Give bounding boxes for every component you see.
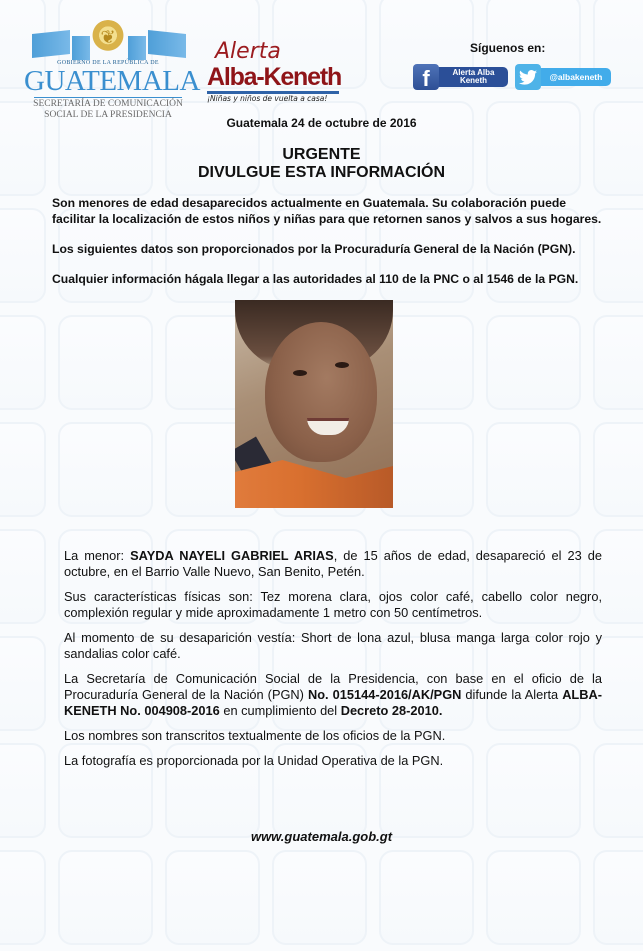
legal-text: en cumplimiento del [219, 703, 341, 718]
facebook-icon: f [413, 64, 439, 90]
logo-alba-keneth-text: Alba-Keneth [207, 63, 342, 91]
missing-person-photo [235, 300, 393, 508]
twitter-handle [535, 68, 611, 86]
guatemala-government-logo [24, 20, 200, 121]
logo-divider [34, 97, 182, 98]
legal-text: La Secretaría de Comunicación Social de la Presidencia, con base en el oficio de la Procuraduría General de la Nación (PGN) [64, 671, 602, 702]
logo-gobierno-text: GOBIERNO DE LA REPÚBLICA DE [57, 60, 159, 66]
intro-section [52, 195, 612, 301]
headline [0, 146, 643, 182]
logo-emblem [24, 20, 192, 60]
clothing-description: Al momento de su desaparición vestía: Short de lona azul, blusa manga larga color rojo y sandalias color café. [64, 630, 602, 661]
case-details [64, 548, 602, 778]
intro-paragraph: Los siguientes datos son proporcionados por la Procuraduría General de la Nación (PGN). [52, 242, 576, 256]
logo-secretaria-line1: SECRETARÍA DE COMUNICACIÓN [33, 99, 183, 109]
pgn-document-number: No. 015144-2016/AK/PGN [307, 687, 462, 702]
social-title: Síguenos en: [470, 41, 546, 55]
alba-keneth-logo [207, 39, 342, 104]
intro-paragraph: Son menores de edad desaparecidos actualmente en Guatemala. Su colaboración puede facilitar la localización de estos niños y niñas para que retornen sanos y salvos a sus hogares. [52, 196, 602, 226]
headline-urgente: URGENTE [282, 146, 361, 163]
flag-stripe-icon [148, 30, 186, 58]
legal-text: difunde la Alerta [461, 687, 563, 702]
photo-note: La fotografía es proporcionada por la Unidad Operativa de la PGN. [64, 753, 444, 768]
missing-person-name: SAYDA NAYELI GABRIEL ARIAS [130, 548, 334, 563]
facebook-link[interactable] [413, 64, 509, 90]
coat-of-arms-icon: ❦ [91, 20, 125, 54]
alert-legal-paragraph [64, 671, 602, 719]
twitter-bird-icon [515, 64, 541, 90]
physical-description: Sus características físicas son: Tez morena clara, ojos color café, cabello color negro, complexión regular y mide aproximadamente 1 metro con 50 centímetros. [64, 589, 602, 620]
facebook-label [433, 67, 508, 87]
decree-reference: Decreto 28-2010. [340, 703, 443, 718]
twitter-link[interactable] [515, 64, 611, 90]
alert-number: ALBA-KENETH No. 004908-2016 [64, 687, 602, 718]
logo-tagline: ¡Niñas y niños de vuelta a casa! [207, 94, 328, 103]
document-date: Guatemala 24 de octubre de 2016 [226, 116, 417, 130]
case-identity-rest: , de 15 años de edad, desapareció el 23 de octubre, en el Barrio Valle Nuevo, San Benito, Petén. [64, 548, 602, 579]
logo-alerta-text: Alerta [215, 39, 281, 64]
intro-paragraph: Cualquier información hágala llegar a las autoridades al 110 de la PNC o al 1546 de la PGN. [52, 272, 579, 286]
flag-stripe-icon [32, 30, 70, 58]
logo-secretaria-line2: SOCIAL DE LA PRESIDENCIA [44, 110, 172, 120]
flag-stripe-icon [72, 36, 90, 60]
facebook-label-line2: Keneth [459, 76, 488, 85]
case-prefix: La menor: [64, 548, 131, 563]
website-link[interactable]: www.guatemala.gob.gt [250, 829, 393, 844]
logo-guatemala-text: GUATEMALA [24, 65, 200, 97]
facebook-label-line1: Alerta Alba [452, 67, 495, 77]
headline-divulgue: DIVULGUE ESTA INFORMACIÓN [197, 164, 446, 181]
case-identity-paragraph [64, 548, 602, 580]
twitter-handle-text: @albakeneth [549, 72, 603, 82]
names-note: Los nombres son transcritos textualmente de los oficios de la PGN. [64, 728, 446, 743]
flag-stripe-icon [128, 36, 146, 60]
